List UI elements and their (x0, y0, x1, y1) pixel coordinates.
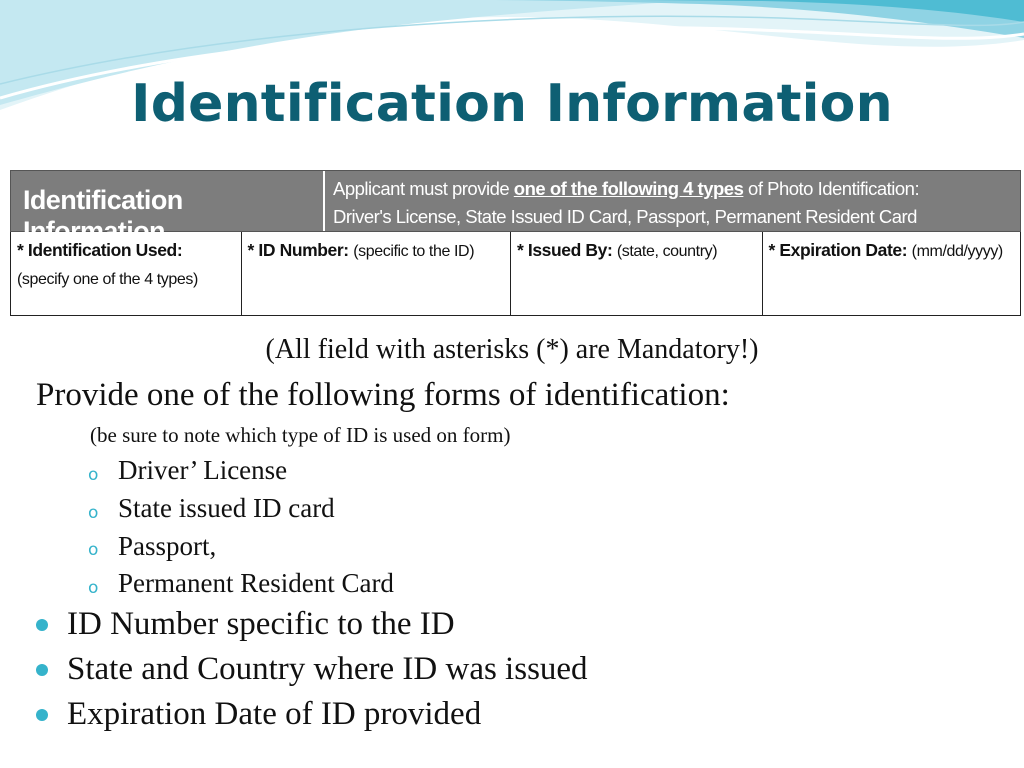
form-header-note-line2: Driver's License, State Issued ID Card, Passport, Permanent Resident Card (333, 206, 917, 227)
id-type-label: Permanent Resident Card (118, 568, 394, 599)
field-hint: (mm/dd/yyyy) (911, 243, 1003, 260)
note-suffix: of Photo Identification: (743, 178, 920, 199)
field-issued-by (511, 232, 763, 315)
circle-bullet-icon: o (88, 577, 99, 598)
list-item (88, 527, 394, 565)
id-type-label: Passport, (118, 530, 217, 561)
form-snippet-image (10, 170, 1021, 316)
field-hint: (specific to the ID) (353, 243, 475, 260)
bullet-text: Expiration Date of ID provided (67, 696, 482, 732)
list-item (88, 452, 394, 490)
intro-text: Provide one of the following forms of identification: (36, 377, 730, 413)
field-label: * ID Number: (247, 240, 349, 260)
list-item (36, 647, 588, 692)
bullet-text: ID Number specific to the ID (67, 606, 455, 642)
field-label: * Identification Used: (17, 240, 183, 260)
dot-bullet-icon (36, 664, 48, 676)
field-identification-used (11, 232, 242, 315)
field-expiration-date (763, 232, 1020, 315)
form-fields-row (10, 232, 1021, 316)
field-hint: (specify one of the 4 types) (17, 271, 198, 288)
list-item (36, 692, 588, 737)
form-header-note-line1 (333, 175, 1013, 203)
slide-title: Identification Information (131, 74, 893, 134)
form-header-title: Identification Information (11, 171, 325, 231)
intro-subtext: (be sure to note which type of ID is used on form) (90, 423, 511, 447)
note-emphasis: one of the following 4 types (513, 178, 744, 199)
note-prefix: Applicant must provide (333, 178, 514, 199)
field-id-number (242, 232, 511, 315)
field-hint: (state, country) (616, 243, 718, 260)
id-type-label: State issued ID card (118, 493, 335, 524)
list-item (36, 602, 588, 647)
list-item (88, 490, 394, 528)
form-header (10, 170, 1021, 246)
circle-bullet-icon: o (88, 540, 99, 561)
requirements-list (36, 602, 588, 737)
dot-bullet-icon (36, 619, 48, 631)
id-type-label: Driver’ License (118, 455, 288, 486)
id-types-list (88, 452, 394, 603)
mandatory-note: (All field with asterisks (*) are Mandatory!) (265, 334, 759, 365)
circle-bullet-icon: o (88, 464, 99, 485)
field-label: * Issued By: (517, 240, 613, 260)
circle-bullet-icon: o (88, 502, 99, 523)
field-label: * Expiration Date: (768, 240, 908, 260)
bullet-text: State and Country where ID was issued (67, 651, 588, 687)
list-item (88, 565, 394, 603)
dot-bullet-icon (36, 709, 48, 721)
form-header-note (333, 175, 1013, 231)
